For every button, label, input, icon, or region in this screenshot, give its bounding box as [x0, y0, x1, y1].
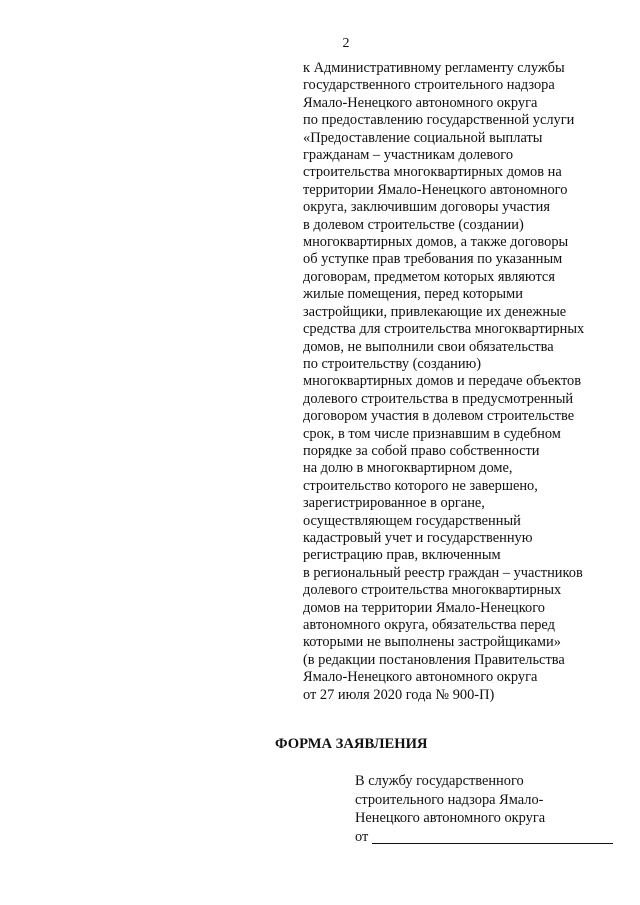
regulation-line: регистрацию прав, включенным	[303, 547, 501, 564]
regulation-line: «Предоставление социальной выплаты	[303, 129, 543, 146]
regulation-line: в долевом строительстве (создании)	[303, 216, 524, 233]
regulation-line: по предоставлению государственной услуги	[303, 112, 575, 129]
regulation-line: долевого строительства в предусмотренный	[303, 390, 574, 407]
regulation-line: многоквартирных домов и передаче объектов	[303, 373, 582, 390]
regulation-line: об уступке прав требования по указанным	[303, 251, 563, 268]
regulation-reference	[303, 60, 633, 704]
regulation-line: от 27 июля 2020 года № 900-П)	[303, 686, 495, 703]
regulation-line: строительства многоквартирных домов на	[303, 164, 562, 181]
regulation-line: гражданам – участникам долевого	[303, 147, 514, 164]
addressee-line: В службу государственного	[355, 773, 524, 789]
addressee-line: строительного надзора Ямало-	[355, 791, 544, 808]
regulation-line: которыми не выполнены застройщиками»	[303, 634, 561, 651]
regulation-line: долевого строительства многоквартирных	[303, 582, 562, 599]
regulation-line: строительство которого не завершено,	[303, 477, 538, 494]
regulation-line: домов на территории Ямало-Ненецкого	[303, 599, 545, 616]
addressee-line: Ненецкого автономного округа	[355, 810, 546, 826]
from-blank-line	[372, 843, 613, 844]
regulation-line: Ямало-Ненецкого автономного округа	[303, 94, 538, 111]
regulation-line: государственного строительного надзора	[303, 77, 555, 94]
regulation-line: Ямало-Ненецкого автономного округа	[303, 669, 538, 686]
regulation-line: автономного округа, обязательства перед	[303, 617, 555, 633]
regulation-line: застройщики, привлекающие их денежные	[303, 303, 567, 320]
regulation-line: многоквартирных домов, а также договоры	[303, 234, 569, 251]
regulation-line: кадастровый учет и государственную	[303, 529, 533, 546]
regulation-line: на долю в многоквартирном доме,	[303, 460, 513, 477]
regulation-line: к Административному регламенту службы	[303, 60, 565, 76]
from-label: от	[355, 828, 369, 845]
regulation-line: договором участия в долевом строительстве	[303, 408, 575, 425]
regulation-line: средства для строительства многоквартирных	[303, 321, 585, 338]
regulation-line: округа, заключившим договоры участия	[303, 199, 550, 216]
addressee-block	[355, 772, 625, 846]
regulation-line: домов, не выполнили свои обязательства	[303, 338, 554, 355]
regulation-line: по строительству (созданию)	[303, 355, 482, 372]
form-title: ФОРМА ЗАЯВЛЕНИЯ	[275, 736, 428, 752]
regulation-line: жилые помещения, перед которыми	[303, 286, 523, 303]
regulation-line: договорам, предметом которых являются	[303, 268, 555, 285]
regulation-line: в региональный реестр граждан – участников	[303, 564, 583, 581]
regulation-line: зарегистрированное в органе,	[303, 495, 485, 512]
regulation-line: (в редакции постановления Правительства	[303, 651, 565, 668]
regulation-line: территории Ямало-Ненецкого автономного	[303, 181, 568, 198]
page-number: 2	[342, 36, 350, 51]
regulation-line: порядке за собой право собственности	[303, 442, 540, 459]
regulation-line: срок, в том числе признавшим в судебном	[303, 425, 561, 442]
from-row	[355, 828, 625, 847]
regulation-line: осуществляющем государственный	[303, 512, 521, 529]
